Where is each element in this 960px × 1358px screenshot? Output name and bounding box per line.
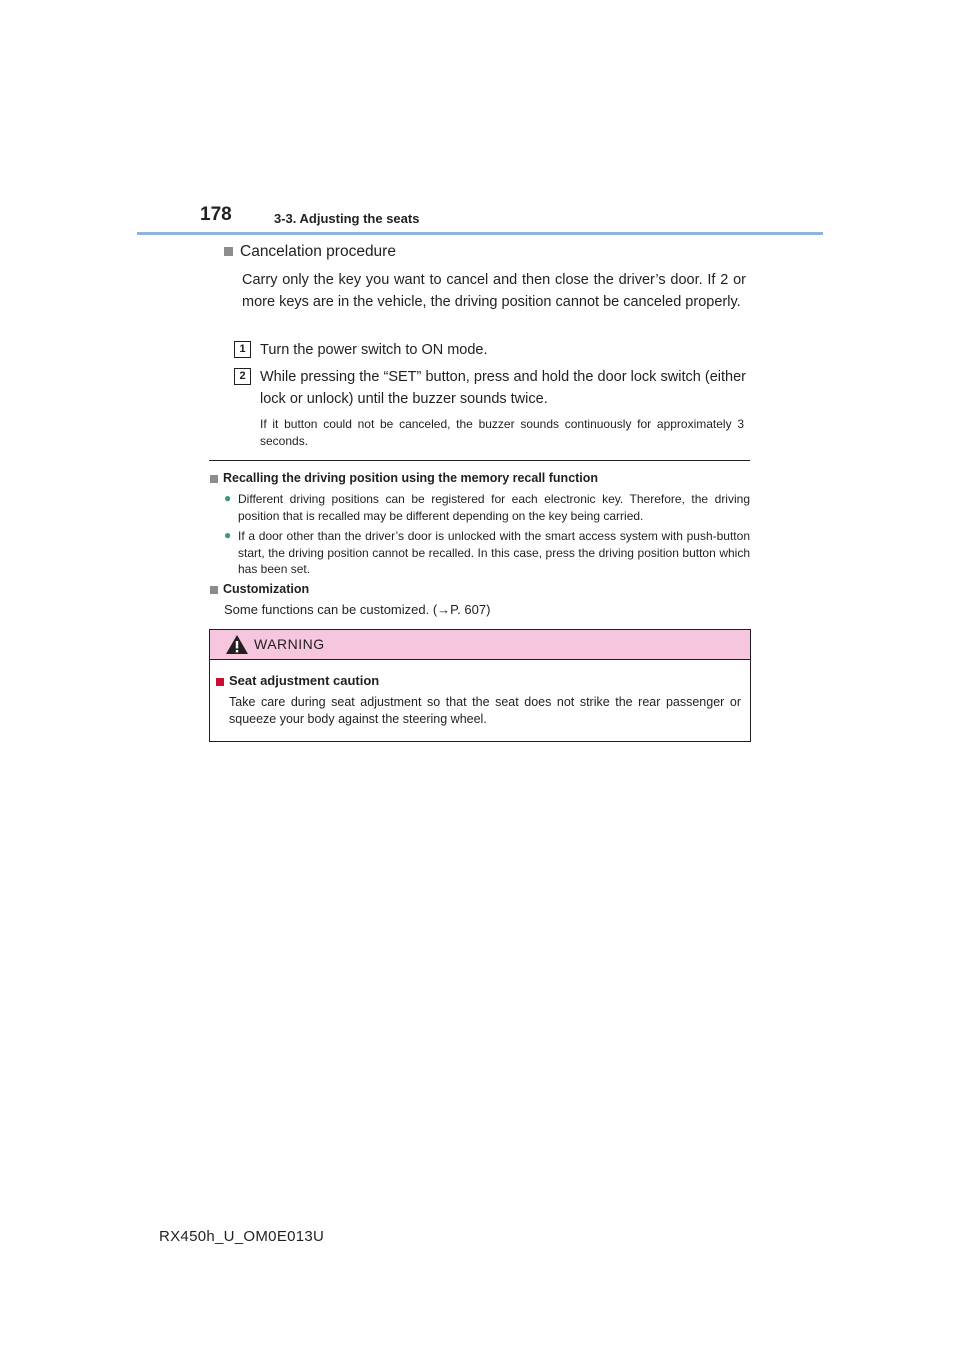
warning-label: WARNING — [254, 636, 325, 652]
red-square-bullet-icon — [216, 678, 224, 686]
step-number-2: 2 — [234, 368, 251, 385]
customization-text: Some functions can be customized. (→P. 607) — [224, 602, 491, 617]
page-reference-link[interactable]: P. 607) — [450, 602, 491, 617]
warning-triangle-icon — [225, 634, 249, 655]
section-title: 3-3. Adjusting the seats — [274, 211, 420, 226]
step-number-1: 1 — [234, 341, 251, 358]
square-bullet-icon — [224, 247, 233, 256]
page-number: 178 — [200, 204, 232, 225]
step-text-1: Turn the power switch to ON mode. — [260, 342, 488, 358]
bullet-dot-icon: ● — [224, 528, 232, 542]
recall-bullet-1: Different driving positions can be registered for each electronic key. Therefore, the driving position that is recalled may be different depending on the key being carried. — [238, 492, 750, 523]
square-bullet-icon — [210, 475, 218, 483]
customization-heading: Customization — [210, 582, 309, 596]
warning-text: Take care during seat adjustment so that the seat does not strike the rear passenger or squeeze your body against the steering wheel. — [229, 695, 741, 726]
footer-model-code: RX450h_U_OM0E013U — [159, 1228, 325, 1245]
arrow-icon: → — [437, 602, 451, 617]
square-bullet-icon — [210, 586, 218, 594]
header-rule — [137, 232, 823, 235]
recall-bullet-2: If a door other than the driver’s door is unlocked with the smart access system with push-button start, the driving position cannot be recalled. In this case, press the driving position button which has been set. — [238, 529, 750, 576]
section-divider — [209, 460, 750, 461]
cancel-note: If it button could not be canceled, the buzzer sounds continuously for approximately 3 seconds. — [260, 417, 744, 448]
warning-box — [209, 629, 751, 742]
step-text-2: While pressing the “SET” button, press and hold the door lock switch (either lock or unlock) until the buzzer sounds twice. — [260, 369, 746, 407]
cancelation-paragraph: Carry only the key you want to cancel and then close the driver’s door. If 2 or more keys are in the vehicle, the driving position cannot be canceled properly. — [242, 272, 746, 310]
recall-heading: Recalling the driving position using the memory recall function — [210, 471, 598, 485]
warning-header — [210, 630, 750, 660]
cancelation-heading: Cancelation procedure — [224, 243, 396, 261]
bullet-dot-icon: ● — [224, 491, 232, 505]
warning-subheading: Seat adjustment caution — [216, 673, 379, 688]
